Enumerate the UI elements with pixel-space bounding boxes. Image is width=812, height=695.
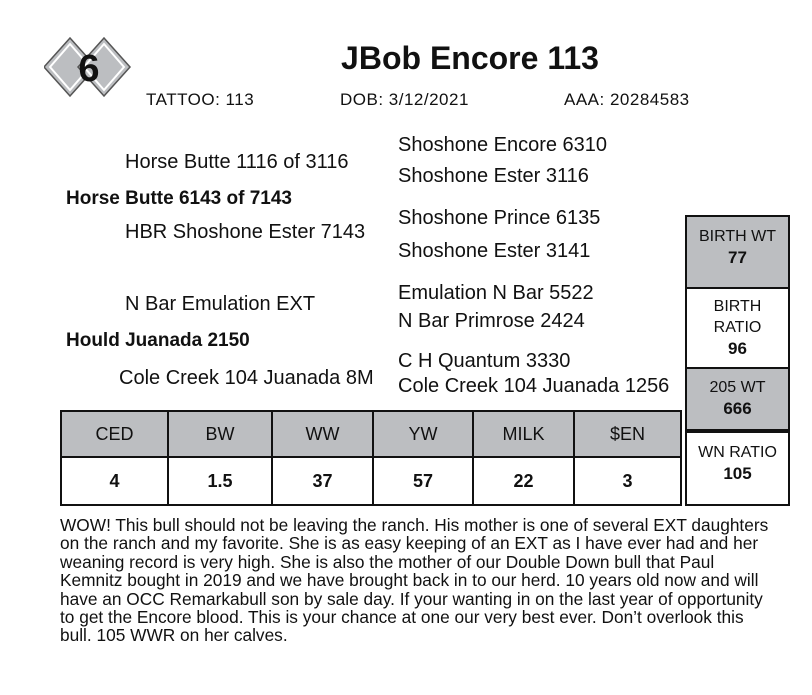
weight-205-label: 205 WT (709, 379, 766, 396)
aaa-number: AAA: 20284583 (564, 90, 690, 109)
lot-number: 6 (78, 48, 100, 90)
birth-ratio-value: 96 (728, 339, 747, 358)
birth-ratio-box (685, 287, 790, 369)
pedigree-ddd: Cole Creek 104 Juanada 1256 (398, 375, 670, 397)
birth-ratio-label-2: RATIO (713, 319, 762, 336)
pedigree-dam-sire: N Bar Emulation EXT (125, 293, 316, 315)
weaning-ratio-value: 105 (723, 464, 752, 483)
pedigree-dsd: N Bar Primrose 2424 (398, 310, 585, 332)
weight-205-value: 666 (723, 399, 752, 418)
weight-205-box (685, 367, 790, 431)
pedigree-sdd: Shoshone Ester 3141 (398, 240, 591, 262)
birth-weight-box (685, 215, 790, 289)
epd-header-en: $EN (574, 411, 681, 457)
birth-weight-value: 77 (728, 248, 747, 267)
weaning-ratio-box (685, 431, 790, 506)
epd-value-en: 3 (574, 457, 681, 505)
pedigree-ssd: Shoshone Ester 3116 (398, 165, 589, 187)
pedigree-dds: C H Quantum 3330 (398, 350, 571, 372)
weaning-ratio-label: WN RATIO (698, 444, 777, 461)
epd-value-milk: 22 (473, 457, 574, 505)
epd-header-row (61, 411, 681, 457)
epd-header-bw: BW (168, 411, 272, 457)
birth-weight-label: BIRTH WT (698, 228, 777, 245)
tattoo-text: TATTOO: 113 (146, 90, 255, 109)
epd-header-yw: YW (373, 411, 473, 457)
pedigree-sss: Shoshone Encore 6310 (398, 134, 608, 156)
dob-text: DOB: 3/12/2021 (340, 90, 469, 109)
epd-header-ww: WW (272, 411, 373, 457)
pedigree-dam: Hould Juanada 2150 (66, 330, 250, 351)
lot-notes: WOW! This bull should not be leaving the ranch. His mother is one of several EXT daughters on the ranch and my favorite. She is as easy keeping of an EXT as I have ever had and her weaning record is very high. She is also the mother of our Double Down bull that Paul Kemnitz bought in 2019 and we have brought back in to our herd. 10 years old now and will have an OCC Remarkabull son by sale day. If your wanting in on the last year of opportunity to get the Encore blood. This is your chance at one our very best ever. Don’t overlook this bull. 105 WWR on her calves. (60, 515, 769, 646)
pedigree-sire-sire: Horse Butte 1116 of 3116 (125, 151, 349, 173)
pedigree-sds: Shoshone Prince 6135 (398, 207, 601, 229)
epd-value-ced: 4 (61, 457, 168, 505)
pedigree-sire: Horse Butte 6143 of 7143 (66, 188, 292, 209)
epd-value-ww: 37 (272, 457, 373, 505)
epd-header-milk: MILK (473, 411, 574, 457)
pedigree-dss: Emulation N Bar 5522 (398, 282, 594, 304)
epd-value-bw: 1.5 (168, 457, 272, 505)
epd-header-ced: CED (61, 411, 168, 457)
epd-table (60, 410, 682, 506)
pedigree-dam-dam: Cole Creek 104 Juanada 8M (119, 367, 374, 389)
epd-value-yw: 57 (373, 457, 473, 505)
animal-name: JBob Encore 113 (341, 40, 599, 76)
birth-ratio-label-1: BIRTH (713, 298, 762, 315)
epd-value-row (61, 457, 681, 505)
pedigree-sire-dam: HBR Shoshone Ester 7143 (125, 221, 366, 243)
